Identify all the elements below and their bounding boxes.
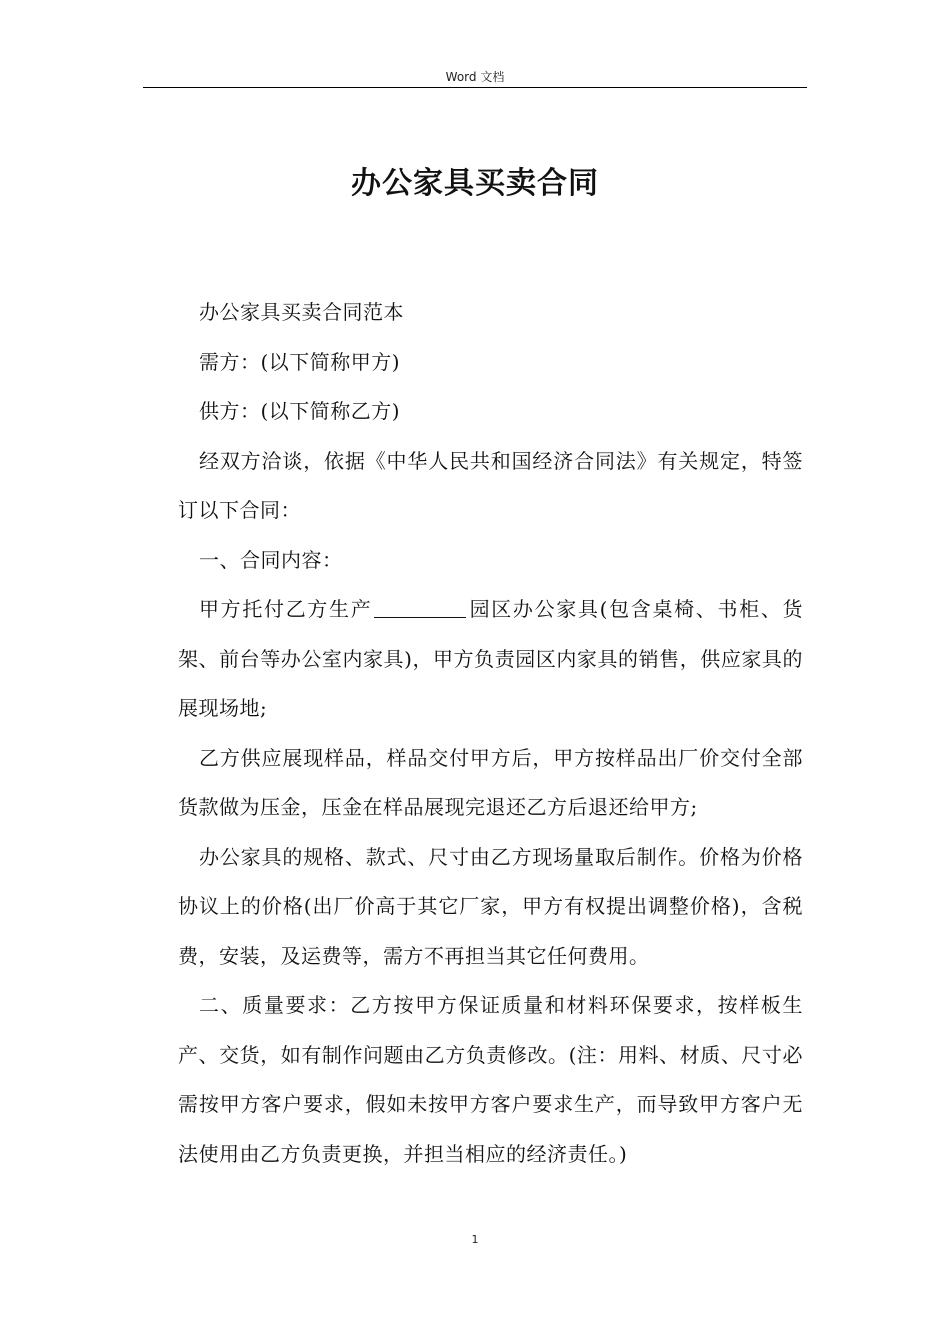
fill-in-blank xyxy=(374,595,466,618)
page-header: Word 文档 xyxy=(445,70,505,84)
paragraph-buyer: 需方：(以下简称甲方) xyxy=(199,349,401,374)
section-heading-contract-content: 一、合同内容： xyxy=(199,547,343,572)
paragraph-preamble: 经双方洽谈，依据《中华人民共和国经济合同法》有关规定，特签订以下合同： xyxy=(178,448,803,522)
header-divider xyxy=(143,87,807,88)
paragraph-subtitle: 办公家具买卖合同范本 xyxy=(199,300,404,324)
document-body xyxy=(178,288,803,1179)
document-title: 办公家具买卖合同 xyxy=(351,166,599,201)
paragraph-specifications: 办公家具的规格、款式、尺寸由乙方现场量取后制作。价格为价格协议上的价格(出厂价高于其它厂家，甲方有权提出调整价格)，含税费，安装，及运费等，需方不再担当其它任何费用。 xyxy=(178,844,803,968)
commission-text-after: 园区办公家具(包含桌椅、书柜、货架、前台等办公室内家具)，甲方负责园区内家具的销售，供应家具的展现场地; xyxy=(178,597,804,720)
paragraph-quality-requirements: 二、质量要求：乙方按甲方保证质量和材料环保要求，按样板生产、交货，如有制作问题由乙方负责修改。(注：用料、材质、尺寸必需按甲方客户要求，假如未按甲方客户要求生产，而导致甲方客户无法使用由乙方负责更换，并担当相应的经济责任。) xyxy=(178,993,803,1166)
paragraph-supplier: 供方：(以下简称乙方) xyxy=(199,399,401,423)
paragraph-commission xyxy=(178,585,803,734)
paragraph-samples: 乙方供应展现样品，样品交付甲方后，甲方按样品出厂价交付全部货款做为压金，压金在样品展现完退还乙方后退还给甲方; xyxy=(178,745,803,819)
commission-text-before: 甲方托付乙方生产 xyxy=(199,597,373,621)
page-number: 1 xyxy=(471,1233,479,1246)
